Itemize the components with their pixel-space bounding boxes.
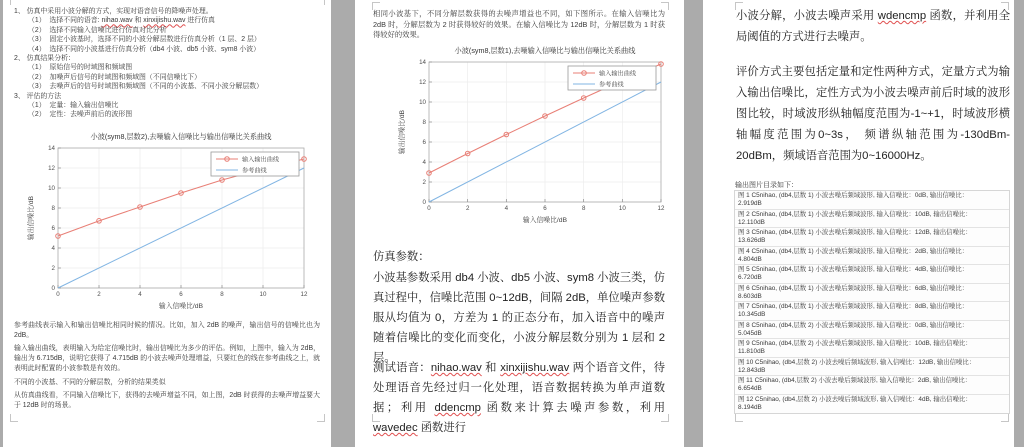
misspelled-word: wdencmp <box>877 10 927 22</box>
text-segment: 小波分解，小波去噪声采用 <box>736 10 878 22</box>
figure-table-row[interactable] <box>735 265 1009 284</box>
sim-params-heading[interactable]: 仿真参数： <box>373 251 430 263</box>
figure-snr-value: 6.720dB <box>738 274 762 282</box>
svg-text:12: 12 <box>48 165 55 173</box>
figure-table-row[interactable] <box>735 339 1009 358</box>
svg-text:0: 0 <box>427 205 431 212</box>
text-segment: 2、 仿真结果分析： <box>14 55 75 63</box>
text-segment: （2） 定性：去噪声前后的波形图 <box>28 111 133 119</box>
page-3[interactable] <box>703 0 1014 447</box>
svg-text:2: 2 <box>51 265 55 273</box>
page-1[interactable] <box>3 0 331 447</box>
figure-snr-value: 8.194dB <box>738 403 762 411</box>
margin-crop-mark <box>317 414 325 422</box>
outline-item[interactable] <box>14 82 324 91</box>
svg-text:10: 10 <box>618 205 626 212</box>
svg-text:4: 4 <box>504 205 509 212</box>
svg-text:输出信噪比/dB: 输出信噪比/dB <box>399 109 406 155</box>
figure-caption: 图 2 C5nihao, (db4,层数 1) 小波去噪后频域波形, 输入信噪比：10dB, 输出信噪比： <box>738 210 972 218</box>
outline-item[interactable] <box>14 45 324 54</box>
svg-text:2: 2 <box>465 205 470 212</box>
text-segment: 两个语音文件，待处理语音先经过归一化处理，语音数据转换为单声道数据；利用 <box>373 362 665 414</box>
figure-caption: 图 11 C5nihao, (db4,层数 2) 小波去噪后频域波形, 输入信噪比：2dB, 输出信噪比： <box>738 377 972 384</box>
svg-text:输入信噪比/dB: 输入信噪比/dB <box>158 303 204 310</box>
paragraph-evaluation[interactable]: 评价方式主要包括定量和定性两种方式，定量方式为输入输出信噪比，定性方式为小波去噪声前后时域的波形图比较，时域波形纵轴幅度范围为-1~+1，时域波形横轴幅度范围为0~3s， 频谱纵轴范围为-130dBm-20dBm，频域语音范围为0~16000Hz。 <box>736 66 1010 162</box>
figure-table-row[interactable] <box>735 321 1009 340</box>
outline-item[interactable] <box>14 101 324 110</box>
text-segment: （3） 去噪声后的信号时域图和频域图（不同的小波基、不同小波分解层数） <box>28 83 264 91</box>
paragraph[interactable]: 从仿真曲线看，不同输入信噪比下，获得的去噪声增益不同，如上图，2dB 时获得的去噪声增益要大于 12dB 时的场景。 <box>14 392 320 409</box>
figure-table-heading: 输出图片目录如下： <box>735 182 798 189</box>
misspelled-word: nihao.wav <box>101 17 133 25</box>
figure-caption: 图 7 C5nihao, (db4,层数 1) 小波去噪后频域波形, 输入信噪比：8dB, 输出信噪比： <box>738 303 969 310</box>
svg-text:输入信噪比/dB: 输入信噪比/dB <box>522 217 568 224</box>
chart-sym8-level2-container[interactable] <box>18 126 314 325</box>
svg-text:输入输出曲线: 输入输出曲线 <box>242 156 280 164</box>
svg-text:10: 10 <box>419 99 426 107</box>
misspelled-word: nihao.wav <box>430 362 482 374</box>
text-segment: （2） 加噪声后信号的时域图和频域图（不同信噪比下） <box>28 73 202 81</box>
figure-snr-value: 8.603dB <box>738 292 762 300</box>
figure-caption: 图 9 C5nihao, (db4,层数 2) 小波去噪后频域波形, 输入信噪比：10dB, 输出信噪比： <box>738 340 972 347</box>
outline-item[interactable] <box>14 110 324 119</box>
outline-item[interactable] <box>14 73 324 82</box>
svg-text:2: 2 <box>97 291 101 298</box>
margin-crop-mark <box>1001 414 1009 422</box>
figure-snr-value: 11.810dB <box>738 348 765 356</box>
snr-chart-sym8-level1[interactable] <box>387 42 675 236</box>
figure-caption: 图 10 C5nihao, (db4,层数 2) 小波去噪后频域波形, 输入信噪比：12dB, 输出信噪比： <box>738 358 976 366</box>
svg-text:输出信噪比/dB: 输出信噪比/dB <box>28 195 35 241</box>
outline-item[interactable] <box>14 7 324 16</box>
text-segment: 和 <box>132 17 144 25</box>
figure-table-row[interactable] <box>735 228 1009 247</box>
figure-table-row[interactable] <box>735 191 1009 210</box>
text-segment: （1） 选择不同的语音: <box>28 17 102 25</box>
text-segment: （3） 固定小波基时，选择不同的小波分解层数进行仿真分析（1 层、2 层） <box>28 36 261 44</box>
chart-sym8-level1-container[interactable] <box>387 42 675 241</box>
figure-snr-value: 6.654dB <box>738 385 762 393</box>
paragraph-layer-comparison[interactable]: 相同小波基下，不同分解层数获得的去噪声增益也不同，如下图所示。在输入信噪比为 2dB 时，分解层数为 2 时获得较好的效果。在输入信噪比为 12dB 时，分解层数为 1 时获得较好的效果。 <box>373 9 665 40</box>
svg-text:0: 0 <box>56 291 60 298</box>
misspelled-word: wavedec <box>373 422 418 434</box>
text-segment: 进行仿真 <box>185 17 215 25</box>
paragraph[interactable]: 参考曲线表示输入和输出信噪比相同时候的情况。比如，加入 2dB 的噪声，输出信号的信噪比也为 2dB。 <box>14 322 320 339</box>
svg-text:6: 6 <box>543 205 547 212</box>
margin-crop-mark <box>317 0 325 5</box>
figure-table-row[interactable] <box>735 210 1009 229</box>
svg-text:2: 2 <box>422 179 426 187</box>
paragraph-wdencmp[interactable] <box>736 6 1010 48</box>
figure-snr-value: 10.345dB <box>738 311 766 319</box>
paragraph[interactable]: 输入输出曲线，表明输入为给定信噪比时，输出信噪比为多少的评估。例如，上图中，输入为 2dB，输出为 6.715dB，说明它获得了 4.715dB 的小波去噪声处理增益，只要红色的线在参考曲线之上，就表明此时配置的小波参数是有效的。 <box>14 345 320 372</box>
text-segment: 和 <box>481 362 501 374</box>
svg-text:12: 12 <box>300 291 308 298</box>
svg-text:12: 12 <box>657 205 665 212</box>
outline-item[interactable] <box>14 35 324 44</box>
svg-text:8: 8 <box>422 119 426 127</box>
svg-text:6: 6 <box>51 225 55 233</box>
figure-caption: 图 4 C5nihao, (db4,层数 1) 小波去噪后频域波形, 输入信噪比：2dB, 输出信噪比： <box>738 247 969 255</box>
svg-text:4: 4 <box>51 245 55 253</box>
figure-table-row[interactable] <box>735 284 1009 303</box>
svg-text:4: 4 <box>138 291 142 298</box>
svg-text:8: 8 <box>581 205 586 212</box>
figure-caption: 图 3 C5nihao, (db4,层数 1) 小波去噪后频域波形, 输入信噪比：12dB, 输出信噪比： <box>738 229 972 236</box>
svg-text:0: 0 <box>422 199 426 207</box>
outline-list <box>14 7 324 120</box>
text-segment: 3、 评估的方法 <box>14 92 62 100</box>
figure-table-row[interactable] <box>735 247 1009 266</box>
figure-snr-value: 2.919dB <box>738 200 762 208</box>
text-segment: （2） 选择不同输入信噪比进行仿真对比分析 <box>28 26 167 34</box>
text-segment: 函数，并利用全局阈值的方式进行去噪声。 <box>736 10 1011 43</box>
figure-snr-value: 12.110dB <box>738 218 765 226</box>
figure-caption: 图 12 C5nihao, (db4,层数 2) 小波去噪后频域波形, 输入信噪比：4dB, 输出信噪比： <box>738 395 972 403</box>
page-2[interactable] <box>355 0 684 447</box>
figure-snr-value: 4.804dB <box>738 255 762 263</box>
paragraph-test-voice[interactable] <box>373 358 665 438</box>
figure-table-row[interactable] <box>735 395 1009 414</box>
outline-item[interactable] <box>14 26 324 35</box>
figure-snr-value: 13.626dB <box>738 237 766 245</box>
figure-caption: 图 8 C5nihao, (db4,层数 2) 小波去噪后频域波形, 输入信噪比：0dB, 输出信噪比： <box>738 321 969 329</box>
text-segment: （1） 定量：输入输出信噪比 <box>28 102 119 110</box>
svg-text:小波(sym8,层数2),去噪输入信噪比与输出信噪比关系曲线: 小波(sym8,层数2),去噪输入信噪比与输出信噪比关系曲线 <box>90 132 272 141</box>
svg-text:0: 0 <box>51 285 55 293</box>
page1-paragraphs <box>14 321 320 415</box>
misspelled-word: xinxijishu.wav <box>143 17 186 25</box>
figure-table-row[interactable] <box>735 358 1009 377</box>
svg-text:10: 10 <box>259 291 267 298</box>
svg-text:参考曲线: 参考曲线 <box>599 81 624 89</box>
figure-caption: 图 6 C5nihao, (db4,层数 1) 小波去噪后频域波形, 输入信噪比：6dB, 输出信噪比： <box>738 284 969 292</box>
svg-text:12: 12 <box>419 79 426 87</box>
text-segment: 1、 仿真中采用小波分解的方式，实现对语音信号的降噪声处理。 <box>14 8 213 15</box>
outline-item[interactable] <box>14 63 324 72</box>
svg-text:14: 14 <box>419 59 426 67</box>
figure-caption: 图 1 C5nihao, (db4,层数 1) 小波去噪后频域波形, 输入信噪比：0dB, 输出信噪比： <box>738 192 969 199</box>
margin-crop-mark <box>10 414 18 422</box>
svg-text:8: 8 <box>220 291 224 298</box>
svg-text:6: 6 <box>179 291 183 298</box>
svg-text:14: 14 <box>48 145 55 153</box>
svg-text:4: 4 <box>422 159 426 167</box>
misspelled-word: ddencmp <box>434 402 481 414</box>
figure-caption: 图 5 C5nihao, (db4,层数 1) 小波去噪后频域波形, 输入信噪比：4dB, 输出信噪比： <box>738 266 969 273</box>
figure-snr-value: 12.843dB <box>738 366 766 374</box>
misspelled-word: xinxijishu.wav <box>500 362 570 374</box>
text-segment: 函数来计算去噪声参数，利用 <box>480 402 666 414</box>
figure-table <box>734 190 1010 414</box>
margin-crop-mark <box>10 0 18 5</box>
svg-text:10: 10 <box>48 185 55 193</box>
text-segment: 函数进行 <box>417 422 466 434</box>
outline-item[interactable] <box>14 54 324 63</box>
outline-item[interactable] <box>14 16 324 25</box>
svg-text:参考曲线: 参考曲线 <box>242 167 267 175</box>
svg-text:输入输出曲线: 输入输出曲线 <box>599 70 637 78</box>
snr-chart-sym8-level2[interactable] <box>18 126 314 320</box>
text-segment: （1） 原始信号的时域图和频域图 <box>28 64 133 72</box>
text-segment: （4） 选择不同的小波基进行仿真分析（db4 小波、db5 小波、sym8 小波） <box>28 45 261 53</box>
svg-text:8: 8 <box>51 205 55 213</box>
svg-text:小波(sym8,层数1),去噪输入信噪比与输出信噪比关系曲线: 小波(sym8,层数1),去噪输入信噪比与输出信噪比关系曲线 <box>454 46 636 55</box>
svg-text:6: 6 <box>422 139 426 147</box>
figure-table-row[interactable] <box>735 376 1009 395</box>
paragraph[interactable]: 不同的小波基、不同的分解层数，分析的结果类似 <box>14 378 166 386</box>
paragraph-sim-params[interactable]: 小波基参数采用 db4 小波、db5 小波、sym8 小波三类，仿真过程中，信噪比范围 0~12dB，间隔 2dB，单位噪声参数服从均值为 0，方差为 1 的正态分布，加入语音中的噪声随着信噪比的变化而变化，小波分解层数分别为 1 层和 2 层。 <box>373 272 665 364</box>
text-segment: 测试语音： <box>373 362 431 374</box>
figure-snr-value: 5.045dB <box>738 329 762 337</box>
outline-item[interactable] <box>14 92 324 101</box>
margin-crop-mark <box>735 414 743 422</box>
figure-table-row[interactable] <box>735 302 1009 321</box>
